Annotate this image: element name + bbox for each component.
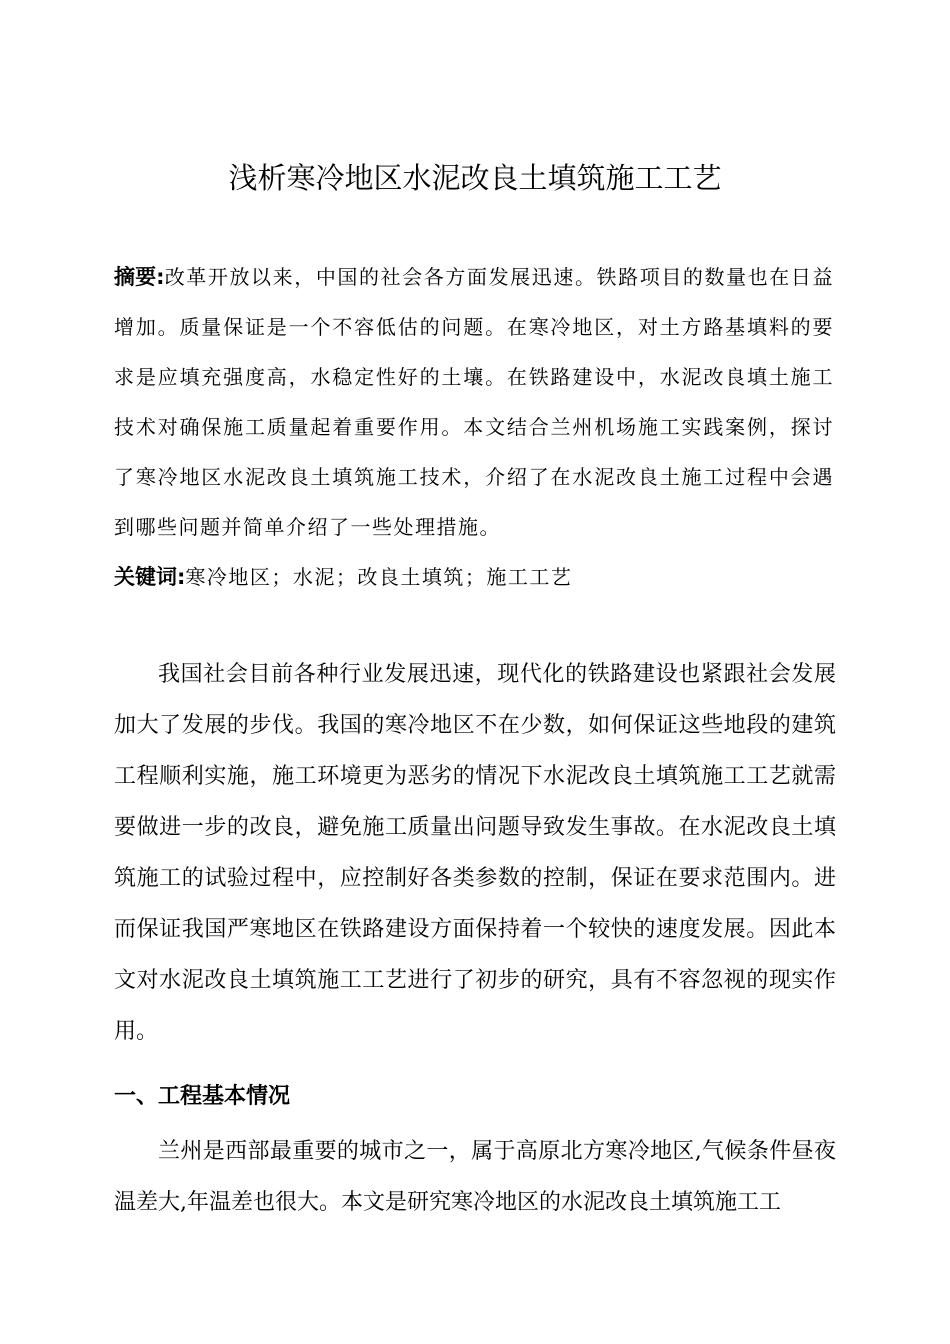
section-paragraph: 兰州是西部最重要的城市之一，属于高原北方寒冷地区,气候条件昼夜温差大,年温差也很大。本文是研究寒冷地区的水泥改良土填筑施工工 [114, 1139, 836, 1215]
keywords-section [114, 552, 834, 602]
intro-paragraph: 我国社会目前各种行业发展迅速，现代化的铁路建设也紧跟社会发展加大了发展的步伐。我国的寒冷地区不在少数，如何保证这些地段的建筑工程顺利实施，施工环境更为恶劣的情况下水泥改良土填筑施工工艺就需要做进一步的改良，避免施工质量出问题导致发生事故。在水泥改良土填筑施工的试验过程中，应控制好各类参数的控制，保证在要求范围内。进而保证我国严寒地区在铁路建设方面保持着一个较快的速度发展。因此本文对水泥改良土填筑施工工艺进行了初步的研究，具有不容忽视的现实作用。 [114, 662, 836, 1044]
abstract-section [114, 252, 834, 552]
abstract-label: 摘要: [114, 265, 165, 289]
keywords-text: 寒冷地区；水泥；改良土填筑；施工工艺 [185, 565, 573, 589]
document-title: 浅析寒冷地区水泥改良土填筑施工工艺 [228, 161, 722, 195]
abstract-text: 改革开放以来，中国的社会各方面发展迅速。铁路项目的数量也在日益增加。质量保证是一个不容低估的问题。在寒冷地区，对土方路基填料的要求是应填充强度高，水稳定性好的土壤。在铁路建设中，水泥改良填土施工技术对确保施工质量起着重要作用。本文结合兰州机场施工实践案例，探讨了寒冷地区水泥改良土填筑施工技术，介绍了在水泥改良土施工过程中会遇到哪些问题并简单介绍了一些处理措施。 [114, 265, 834, 539]
keywords-label: 关键词: [114, 565, 186, 589]
section-heading: 一、工程基本情况 [114, 1084, 291, 1109]
